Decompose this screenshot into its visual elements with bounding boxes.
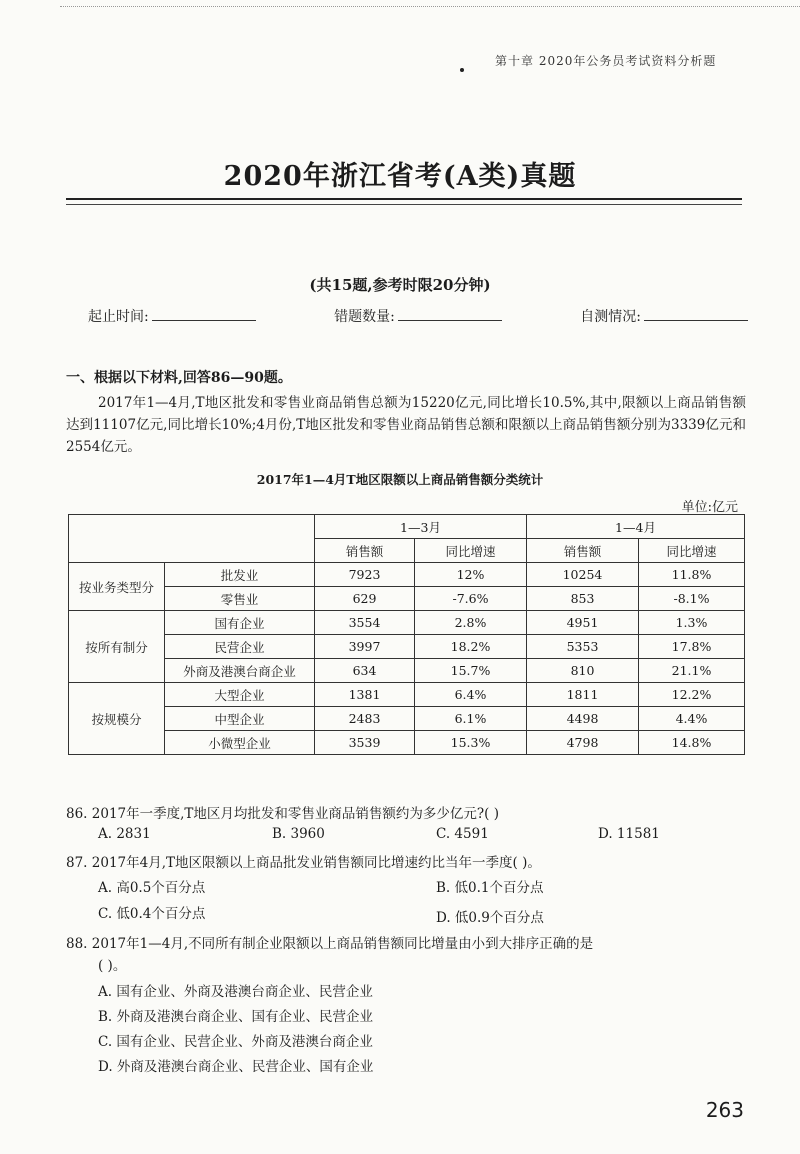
option-87-b[interactable]: B. 低0.1个百分点 bbox=[436, 880, 544, 896]
question-87 bbox=[66, 851, 541, 871]
cell: 1.3% bbox=[639, 611, 745, 635]
row-label: 小微型企业 bbox=[165, 731, 315, 755]
table-row bbox=[69, 611, 745, 635]
header-sales: 销售额 bbox=[315, 539, 415, 563]
question-text: 2017年4月,T地区限额以上商品批发业销售额同比增速约比当年一季度( )。 bbox=[91, 855, 541, 871]
title-rule-thick bbox=[66, 198, 742, 200]
table-header-row bbox=[69, 515, 745, 539]
field-time-blank bbox=[152, 320, 256, 321]
row-label: 大型企业 bbox=[165, 683, 315, 707]
cell: 1381 bbox=[315, 683, 415, 707]
field-self-eval: 自测情况: bbox=[580, 306, 748, 326]
cell: 10254 bbox=[527, 563, 639, 587]
question-text: 2017年一季度,T地区月均批发和零售业商品销售额约为多少亿元?( ) bbox=[91, 806, 499, 822]
option-88-d[interactable]: D. 外商及港澳台商企业、民营企业、国有企业 bbox=[98, 1059, 374, 1075]
sales-table bbox=[68, 514, 745, 755]
cell: 4951 bbox=[527, 611, 639, 635]
cell: 15.3% bbox=[415, 731, 527, 755]
cell: 6.1% bbox=[415, 707, 527, 731]
header-growth: 同比增速 bbox=[415, 539, 527, 563]
question-text: 2017年1—4月,不同所有制企业限额以上商品销售额同比增量由小到大排序正确的是 bbox=[91, 936, 594, 952]
cell: 1811 bbox=[527, 683, 639, 707]
cell: 4798 bbox=[527, 731, 639, 755]
cell: 12.2% bbox=[639, 683, 745, 707]
cell: 3539 bbox=[315, 731, 415, 755]
question-number: 88. bbox=[66, 936, 88, 952]
cell: 11.8% bbox=[639, 563, 745, 587]
page-title: 2020年浙江省考(A类)真题 bbox=[223, 161, 577, 192]
cell: 4.4% bbox=[639, 707, 745, 731]
table-row bbox=[69, 587, 745, 611]
header-period-1: 1—3月 bbox=[315, 515, 527, 539]
field-errors: 错题数量: bbox=[334, 306, 502, 326]
option-88-b[interactable]: B. 外商及港澳台商企业、国有企业、民营企业 bbox=[98, 1009, 374, 1025]
table-caption: 2017年1—4月T地区限额以上商品销售额分类统计 bbox=[256, 472, 544, 487]
group-label: 按业务类型分 bbox=[69, 563, 165, 611]
group-label: 按规模分 bbox=[69, 683, 165, 755]
cell: 6.4% bbox=[415, 683, 527, 707]
question-88-cont: ( )。 bbox=[98, 958, 127, 974]
header-bullet bbox=[460, 68, 464, 72]
cell: 15.7% bbox=[415, 659, 527, 683]
cell: 3554 bbox=[315, 611, 415, 635]
field-time: 起止时间: bbox=[88, 306, 256, 326]
question-88 bbox=[66, 932, 593, 952]
header-sales-2: 销售额 bbox=[527, 539, 639, 563]
cell: 853 bbox=[527, 587, 639, 611]
running-head: 第十章 2020年公务员考试资料分析题 bbox=[495, 54, 717, 68]
row-label: 国有企业 bbox=[165, 611, 315, 635]
header-corner bbox=[69, 515, 315, 563]
row-label: 批发业 bbox=[165, 563, 315, 587]
cell: 3997 bbox=[315, 635, 415, 659]
row-label: 中型企业 bbox=[165, 707, 315, 731]
header-dotted-line bbox=[60, 6, 800, 7]
cell: 17.8% bbox=[639, 635, 745, 659]
option-88-a[interactable]: A. 国有企业、外商及港澳台商企业、民营企业 bbox=[98, 984, 373, 1000]
option-86-b[interactable]: B. 3960 bbox=[272, 826, 325, 842]
option-86-d[interactable]: D. 11581 bbox=[598, 826, 660, 842]
row-label: 零售业 bbox=[165, 587, 315, 611]
table-row bbox=[69, 635, 745, 659]
option-87-d[interactable]: D. 低0.9个百分点 bbox=[436, 910, 544, 926]
cell: 2.8% bbox=[415, 611, 527, 635]
cell: 810 bbox=[527, 659, 639, 683]
cell: 5353 bbox=[527, 635, 639, 659]
exam-subtitle: (共15题,参考时限20分钟) bbox=[309, 276, 491, 294]
option-87-c[interactable]: C. 低0.4个百分点 bbox=[98, 906, 206, 922]
row-label: 民营企业 bbox=[165, 635, 315, 659]
material-paragraph: 2017年1—4月,T地区批发和零售业商品销售总额为15220亿元,同比增长10.5%,其中,限额以上商品销售额达到11107亿元,同比增长10%;4月份,T地区批发和零售业商品销售总额和限额以上商品销售额分别为3339亿元和2554亿元。 bbox=[66, 395, 746, 455]
option-88-c[interactable]: C. 国有企业、民营企业、外商及港澳台商企业 bbox=[98, 1034, 373, 1050]
section-heading: 一、根据以下材料,回答86—90题。 bbox=[66, 370, 292, 386]
cell: -8.1% bbox=[639, 587, 745, 611]
table-row bbox=[69, 707, 745, 731]
option-86-a[interactable]: A. 2831 bbox=[98, 826, 151, 842]
cell: 12% bbox=[415, 563, 527, 587]
cell: 18.2% bbox=[415, 635, 527, 659]
table-row bbox=[69, 731, 745, 755]
cell: -7.6% bbox=[415, 587, 527, 611]
self-check-fields bbox=[88, 306, 748, 326]
cell: 7923 bbox=[315, 563, 415, 587]
option-86-c[interactable]: C. 4591 bbox=[436, 826, 489, 842]
option-87-a[interactable]: A. 高0.5个百分点 bbox=[98, 880, 206, 896]
cell: 634 bbox=[315, 659, 415, 683]
question-number: 86. bbox=[66, 806, 88, 822]
cell: 14.8% bbox=[639, 731, 745, 755]
cell: 4498 bbox=[527, 707, 639, 731]
field-errors-blank bbox=[398, 320, 502, 321]
table-unit: 单位:亿元 bbox=[681, 500, 738, 515]
title-rule-thin bbox=[66, 204, 742, 205]
question-86 bbox=[66, 802, 499, 822]
table-row bbox=[69, 659, 745, 683]
cell: 21.1% bbox=[639, 659, 745, 683]
group-label: 按所有制分 bbox=[69, 611, 165, 683]
table-row bbox=[69, 683, 745, 707]
header-period-2: 1—4月 bbox=[527, 515, 745, 539]
field-self-eval-blank bbox=[644, 320, 748, 321]
table-row bbox=[69, 563, 745, 587]
header-growth-2: 同比增速 bbox=[639, 539, 745, 563]
page-number: 263 bbox=[705, 1098, 744, 1122]
cell: 629 bbox=[315, 587, 415, 611]
row-label: 外商及港澳台商企业 bbox=[165, 659, 315, 683]
question-number: 87. bbox=[66, 855, 88, 871]
cell: 2483 bbox=[315, 707, 415, 731]
